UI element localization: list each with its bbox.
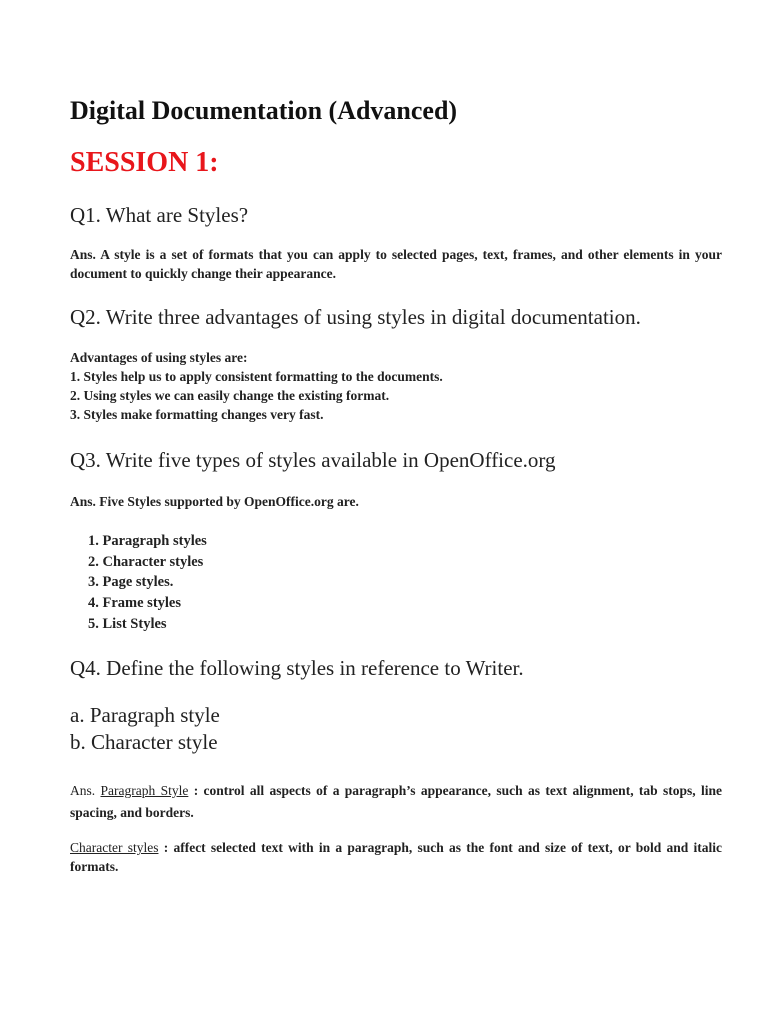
question-4-part-a: a. Paragraph style [70, 703, 220, 727]
style-types-list [88, 531, 207, 635]
list-item: 3. Page styles. [88, 574, 174, 591]
answer-3: Ans. Five Styles supported by OpenOffice.org are. [70, 494, 359, 509]
answer-2 [70, 348, 722, 424]
advantages-intro: Advantages of using styles are: [70, 350, 248, 365]
session-heading: SESSION 1: [70, 147, 219, 178]
list-item: 1. Paragraph styles [88, 533, 207, 549]
list-item: 4. Frame styles [88, 595, 182, 612]
document-title: Digital Documentation (Advanced) [70, 96, 458, 125]
paragraph-style-definition: : control all aspects of a paragraph’s appearance, such as text alignment, tab stops, line spacing, and borders. [70, 783, 723, 820]
list-item: 2. Character styles [88, 553, 204, 570]
answer-1: Ans. A style is a set of formats that you can apply to selected pages, text, frames, and other elements in your document to quickly change their appearance. [70, 247, 722, 281]
question-3: Q3. Write five types of styles available in OpenOffice.org [70, 448, 556, 472]
character-style-definition: : affect selected text with in a paragraph, such as the font and size of text, or bold and italic formats. [70, 840, 723, 874]
question-4-part-b: b. Character style [70, 730, 218, 754]
advantage-point: 1. Styles help us to apply consistent formatting to the documents. [70, 369, 443, 384]
paragraph-style-term: Paragraph Style [100, 783, 189, 798]
advantage-point: 2. Using styles we can easily change the existing format. [70, 388, 390, 403]
advantage-point: 3. Styles make formatting changes very fast. [70, 407, 324, 422]
answer-prefix: Ans. [70, 783, 96, 798]
answer-4-paragraph-style [70, 780, 722, 824]
question-4: Q4. Define the following styles in reference to Writer. [70, 656, 524, 680]
question-1: Q1. What are Styles? [70, 203, 249, 227]
question-2: Q2. Write three advantages of using styles in digital documentation. [70, 305, 641, 329]
answer-4-character-style [70, 838, 722, 876]
list-item: 5. List Styles [88, 615, 167, 632]
character-style-term: Character styles [70, 840, 159, 855]
